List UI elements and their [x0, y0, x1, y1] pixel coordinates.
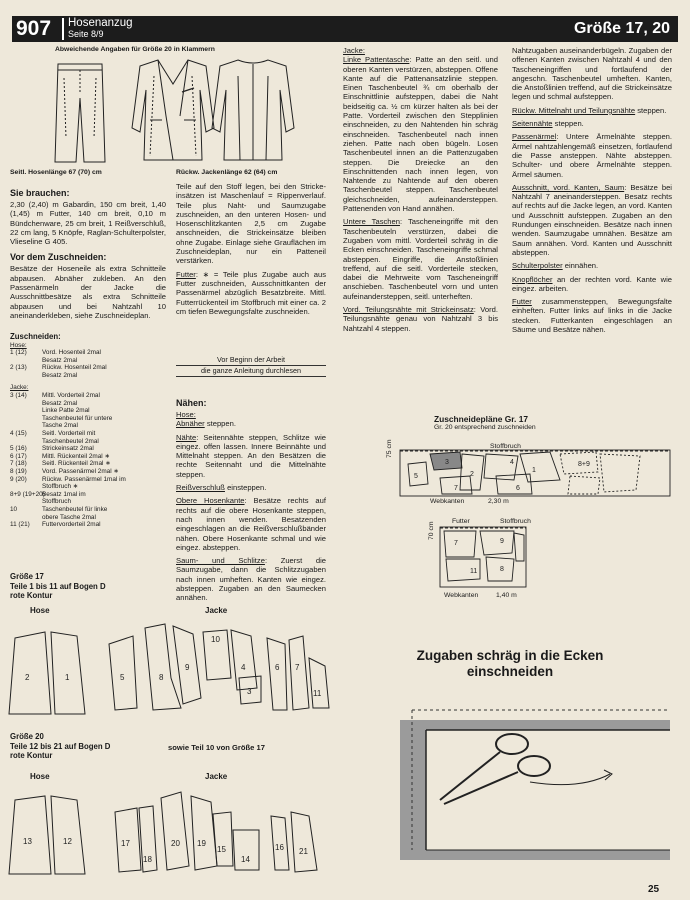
list-item: 8+9 (19+20)Besatz 1mal im — [10, 490, 86, 498]
cutting-instructions — [176, 182, 326, 320]
list-item: 9 (20) Rückw. Passenärmel 1mal im — [10, 475, 126, 483]
svg-text:15: 15 — [217, 845, 226, 854]
header-divider — [62, 18, 64, 40]
list-item: 6 (17) Mittl. Rückenteil 2mal ∗ — [10, 452, 110, 460]
materials-section — [10, 182, 166, 324]
size-label: Größe 17, 20 — [573, 20, 670, 37]
svg-text:8+9: 8+9 — [578, 461, 590, 468]
jacke-label: Jacke — [205, 772, 228, 781]
list-item: Linke Patte 2mal — [42, 407, 90, 415]
preparation-heading: Vor dem Zuschneiden: — [10, 252, 107, 263]
svg-text:1: 1 — [532, 467, 536, 474]
jacket-front-flat-drawing — [128, 56, 218, 166]
list-item: Taschenbeutel für untere — [42, 414, 113, 422]
jacke-subheading: Jacke: — [343, 46, 365, 55]
svg-text:9: 9 — [500, 538, 504, 545]
svg-text:11: 11 — [470, 568, 478, 575]
svg-text:8: 8 — [159, 673, 164, 682]
svg-text:1: 1 — [65, 673, 70, 682]
list-item: Besatz 2mal — [42, 371, 78, 379]
cutting-list — [10, 332, 170, 529]
figure-caption: Abweichende Angaben für Größe 20 in Klammern — [55, 46, 215, 53]
list-item: 7 (18) Seitl. Rückenteil 2mal ∗ — [10, 460, 111, 468]
jacket-length-label: Rückw. Jackenlänge 62 (64) cm — [176, 169, 278, 176]
svg-text:16: 16 — [275, 843, 284, 852]
list-item: Stoffbruch — [42, 498, 72, 506]
list-item: Taschenbeutel 2mal — [42, 437, 99, 445]
svg-text:7: 7 — [454, 485, 458, 492]
cutting-text: Teile auf den Stoff legen, bei den Strickeinsätzen ist Maschenlauf = Rippenverlauf. Teile plus Naht- und Saumzugabe zuschneiden, an den unteren Hosen- und Hosenschlitzkanten 2,5 cm Zugabe anschneiden, die Strickeinsätze bleiben ohne Zugabe. Einlage siehe Grauflächen im Zuschneideplan, nur ein Patteneil verstärken. — [176, 182, 326, 266]
stoffbruch-label: Stoffbruch — [500, 518, 531, 525]
header-bar — [12, 16, 678, 42]
scissors-corner-illustration — [400, 700, 680, 870]
lining-width-label: 70 cm — [428, 521, 435, 540]
list-item: obere Tasche 2mal — [42, 513, 96, 521]
svg-text:14: 14 — [241, 855, 250, 864]
svg-text:6: 6 — [275, 663, 280, 672]
size20-pattern-pieces — [5, 786, 335, 880]
svg-text:17: 17 — [121, 839, 130, 848]
svg-text:2: 2 — [25, 673, 30, 682]
lining-length-label: 1,40 m — [496, 592, 517, 599]
list-item: 3 (14) Mittl. Vorderteil 2mal — [10, 392, 100, 400]
cutting-plan-subtitle: Gr. 20 entsprechend zuschneiden — [434, 424, 536, 431]
hose-label: Hose — [30, 772, 50, 781]
pattern-number: 907 — [16, 17, 52, 40]
sewing-heading: Nähen: — [176, 398, 207, 408]
pattern-subtitle: Seite 8/9 — [68, 29, 104, 39]
svg-text:5: 5 — [414, 473, 418, 480]
svg-text:3: 3 — [445, 459, 449, 466]
lining-text: Futter: ∗ = Teile plus Zugabe auch aus Futter zuschneiden, Ausschnittkanten der Passenärmel abzüglich Besatzbreite. Mittl. Futterrückenteil im Stoffbruch mit einer ca. 2 cm tiefen Bewegungsfalte zuschneiden. — [176, 269, 326, 316]
svg-text:5: 5 — [120, 673, 125, 682]
size17-pattern-pieces — [5, 618, 335, 718]
list-item: 11 (21) Futtervorderteil 2mal — [10, 521, 101, 529]
fabric-length-label: 2,30 m — [488, 498, 509, 505]
page-number: 25 — [648, 884, 660, 895]
list-item: Tasche 2mal — [42, 422, 78, 430]
materials-text: 2,30 (2,40) m Gabardin, 150 cm breit, 1,40 (1,45) m Futter, 140 cm breit, 0,10 m Bündchenware, 25 cm breit, 1 Reißverschluß, 22 cm lang, 5 Knöpfe, Raglan-Schulterpolster, Vlieseline G 405. — [10, 200, 166, 247]
list-item: Stoffbruch ∗ — [42, 483, 79, 491]
list-item: Besatz 2mal — [42, 399, 78, 407]
sewing-instructions: Nähen: Hose: Abnäher steppen. Nähte: Seitennähte steppen, Schlitze wie eingez. offen lassen. Innere Beinnähte und Mittelnaht steppen. An den Besätzen die rechte Seitennaht und die Mittelnähte steppen. Reißverschluß einsteppen. Obere Hosenkante: Besätze rechts auf rechts auf die obere Hosenkante steppen, nach innen wenden. Besatzenden eingeschlagen an die Reißverschlußbänder nähen. Obere Hosenkante schmal und wie eingez. absteppen. Saum- und Schlitze: Zuerst die Saumzugabe, dann die Schlitzzugaben nach innen umheften. Kanten wie eingez. absteppen. Zugaben an den Saumecken annähen. — [176, 398, 326, 603]
preparation-text: Besätze der Hoseneile als extra Schnitteile abpausen. Abnäher zukleben. An den Passenärmeln der Jacke die Ausschnittbesätze als extra Schnitteile abpausen und bei Nahtzahl 10 aneinanderkleben, siehe Zuschneideplan. — [10, 264, 166, 320]
svg-text:20: 20 — [171, 839, 180, 848]
svg-text:2: 2 — [470, 471, 474, 478]
jacke-subheading: Jacke: — [10, 384, 29, 392]
svg-text:3: 3 — [247, 687, 252, 696]
technique-title: Zugaben schräg in die Ecken einschneiden — [416, 648, 604, 679]
jacket-instructions-continued: Nahtzugaben auseinanderbügeln. Zugaben der offenen Kanten zwischen Nahtzahl 4 und den Tascheneingriffen und fortlaufend der angeschn. Taschenbeutel umheften. Kanten, die Anstoßlinien treffend, auf die Strickeinsätze legen und schmal aufsteppen. Rückw. Mittelnaht und Teilungsnähte steppen. Seitennähte steppen. Passenärmel: Untere Ärmelnähte steppen. Ärmel nahtzahlengemäß einsetzen, fortlaufend die Passe ansteppen. Nähte absteppen. Schulter- und obere Ärmelnähte steppen. Ärmel säumen. Ausschnitt, vord. Kanten, Saum: Besätze bei Nahtzahl 7 aneinandersteppen. Besatz rechts auf rechts auf die Jacke legen, an vord. Kanten und Ausschnitt aufsteppen. Zugaben an den Rundungen einschneiden. Besätze nach innen wenden. Saumzugabe umnähen. Besätze am Saum annähen. Vord. Kanten und Ausschnitt absteppen. Schulterpolster einnähen. Knopflöcher an der rechten vord. Kante wie eingez. arbeiten. Futter zusammensteppen, Bewegungsfalte einheften. Futter links auf links in die Jacke stecken. Futterkanten eingeschlagen an Säume und Besätze nähen. — [512, 46, 672, 335]
lining-cutting-plan — [440, 527, 530, 589]
svg-text:9: 9 — [185, 663, 190, 672]
webkanten-label: Webkanten — [444, 592, 479, 599]
jacket-instructions: Jacke: Linke Pattentasche: Patte an den seitl. und oberen Kanten verstürzen, absteppen. Offene Kante auf die Pattenansatzlinie steppen. Einen Taschenbeutel ¾ cm oberhalb der Einschnittlinie aufsteppen, dabei die Naht beidseitig ca. ½ cm kürzer halten als bei der Patte. Vorderteil zwischen den Stepplinien einschneiden, zu den Nahtenden hin schräg einschneiden. Taschenbeutel nach innen ziehen. Patte nach oben bügeln. Losen Taschenbeutel innen an die Pattenzugaben steppen. Die Dreiecke an den Einschnittenden nach innen legen, von Nahtende zu Nahtende auf den oberen Taschenbeutel steppen. Taschenbeutel gleichschneiden, aufeinandersteppen. Pattenenden von Hand annähen. Untere Taschen: Tascheneingriffe mit den Taschenbeuteln verstürzen, dabei die Zugaben vom mittl. Vorderteil schräg in die Ecken einschneiden. Tascheneingriffe schmal absteppen. Eingriffe, die Anstoßlinien treffend, auf die seitl. Vorderteile stecken, dabei die Mehrweite vom Tascheneingriff anschieben. Taschenbeutel vorn und unten aufeinandersteppen, seitl. unterheften. Vord. Teilungsnähte mit Strickeinsatz: Vord. Teilungsnähte genau von Nahtzahl 3 bis Nahtzahl 4 steppen. — [343, 46, 499, 333]
hose-subheading: Hose: — [176, 410, 196, 419]
svg-text:13: 13 — [23, 837, 32, 846]
svg-text:4: 4 — [241, 663, 246, 672]
cutting-plan-title: Zuschneidepläne Gr. 17 — [434, 414, 529, 424]
list-item: 4 (15) Seitl. Vorderteil mit — [10, 430, 96, 438]
svg-text:7: 7 — [454, 540, 458, 547]
webkanten-label: Webkanten — [430, 498, 465, 505]
jacke-label: Jacke — [205, 606, 228, 615]
read-first-note: Vor Beginn der Arbeit die ganze Anleitung durchlesen — [176, 355, 326, 377]
svg-text:18: 18 — [143, 855, 152, 864]
svg-text:8: 8 — [500, 566, 504, 573]
svg-text:21: 21 — [299, 847, 308, 856]
svg-text:4: 4 — [510, 459, 514, 466]
pants-length-label: Seitl. Hosenlänge 67 (70) cm — [10, 169, 102, 176]
size17-heading: Größe 17 Teile 1 bis 11 auf Bogen D rote Kontur — [10, 572, 106, 600]
hose-label: Hose — [30, 606, 50, 615]
list-item: Besatz 2mal — [42, 356, 78, 364]
svg-text:6: 6 — [516, 485, 520, 492]
svg-text:10: 10 — [211, 635, 220, 644]
pants-flat-drawing — [50, 58, 110, 168]
fabric-cutting-plan — [400, 450, 675, 498]
list-item: 1 (12) Vord. Hosenteil 2mal — [10, 349, 101, 357]
futter-label: Futter — [452, 518, 470, 525]
svg-text:7: 7 — [295, 663, 300, 672]
jacket-back-flat-drawing — [208, 56, 298, 166]
size20-note: sowie Teil 10 von Größe 17 — [168, 743, 265, 752]
svg-text:12: 12 — [63, 837, 72, 846]
pattern-title: Hosenanzug — [68, 17, 133, 29]
list-item: 8 (19) Vord. Passenärmel 2mal ∗ — [10, 468, 119, 475]
size20-heading: Größe 20 Teile 12 bis 21 auf Bogen D rote Kontur — [10, 732, 111, 760]
materials-heading: Sie brauchen: — [10, 188, 70, 198]
list-item: 2 (13) Rückw. Hosenteil 2mal — [10, 364, 107, 372]
list-item: 5 (16) Strickeinsatz 2mal — [10, 445, 94, 453]
cutting-heading: Zuschneiden: — [10, 332, 61, 341]
list-item: 10 Taschenbeutel für linke — [10, 505, 108, 513]
hose-subheading: Hose: — [10, 341, 27, 349]
stoffbruch-label: Stoffbruch — [490, 443, 521, 450]
fabric-width-label: 75 cm — [386, 439, 393, 458]
svg-text:11: 11 — [313, 689, 322, 698]
svg-text:19: 19 — [197, 839, 206, 848]
